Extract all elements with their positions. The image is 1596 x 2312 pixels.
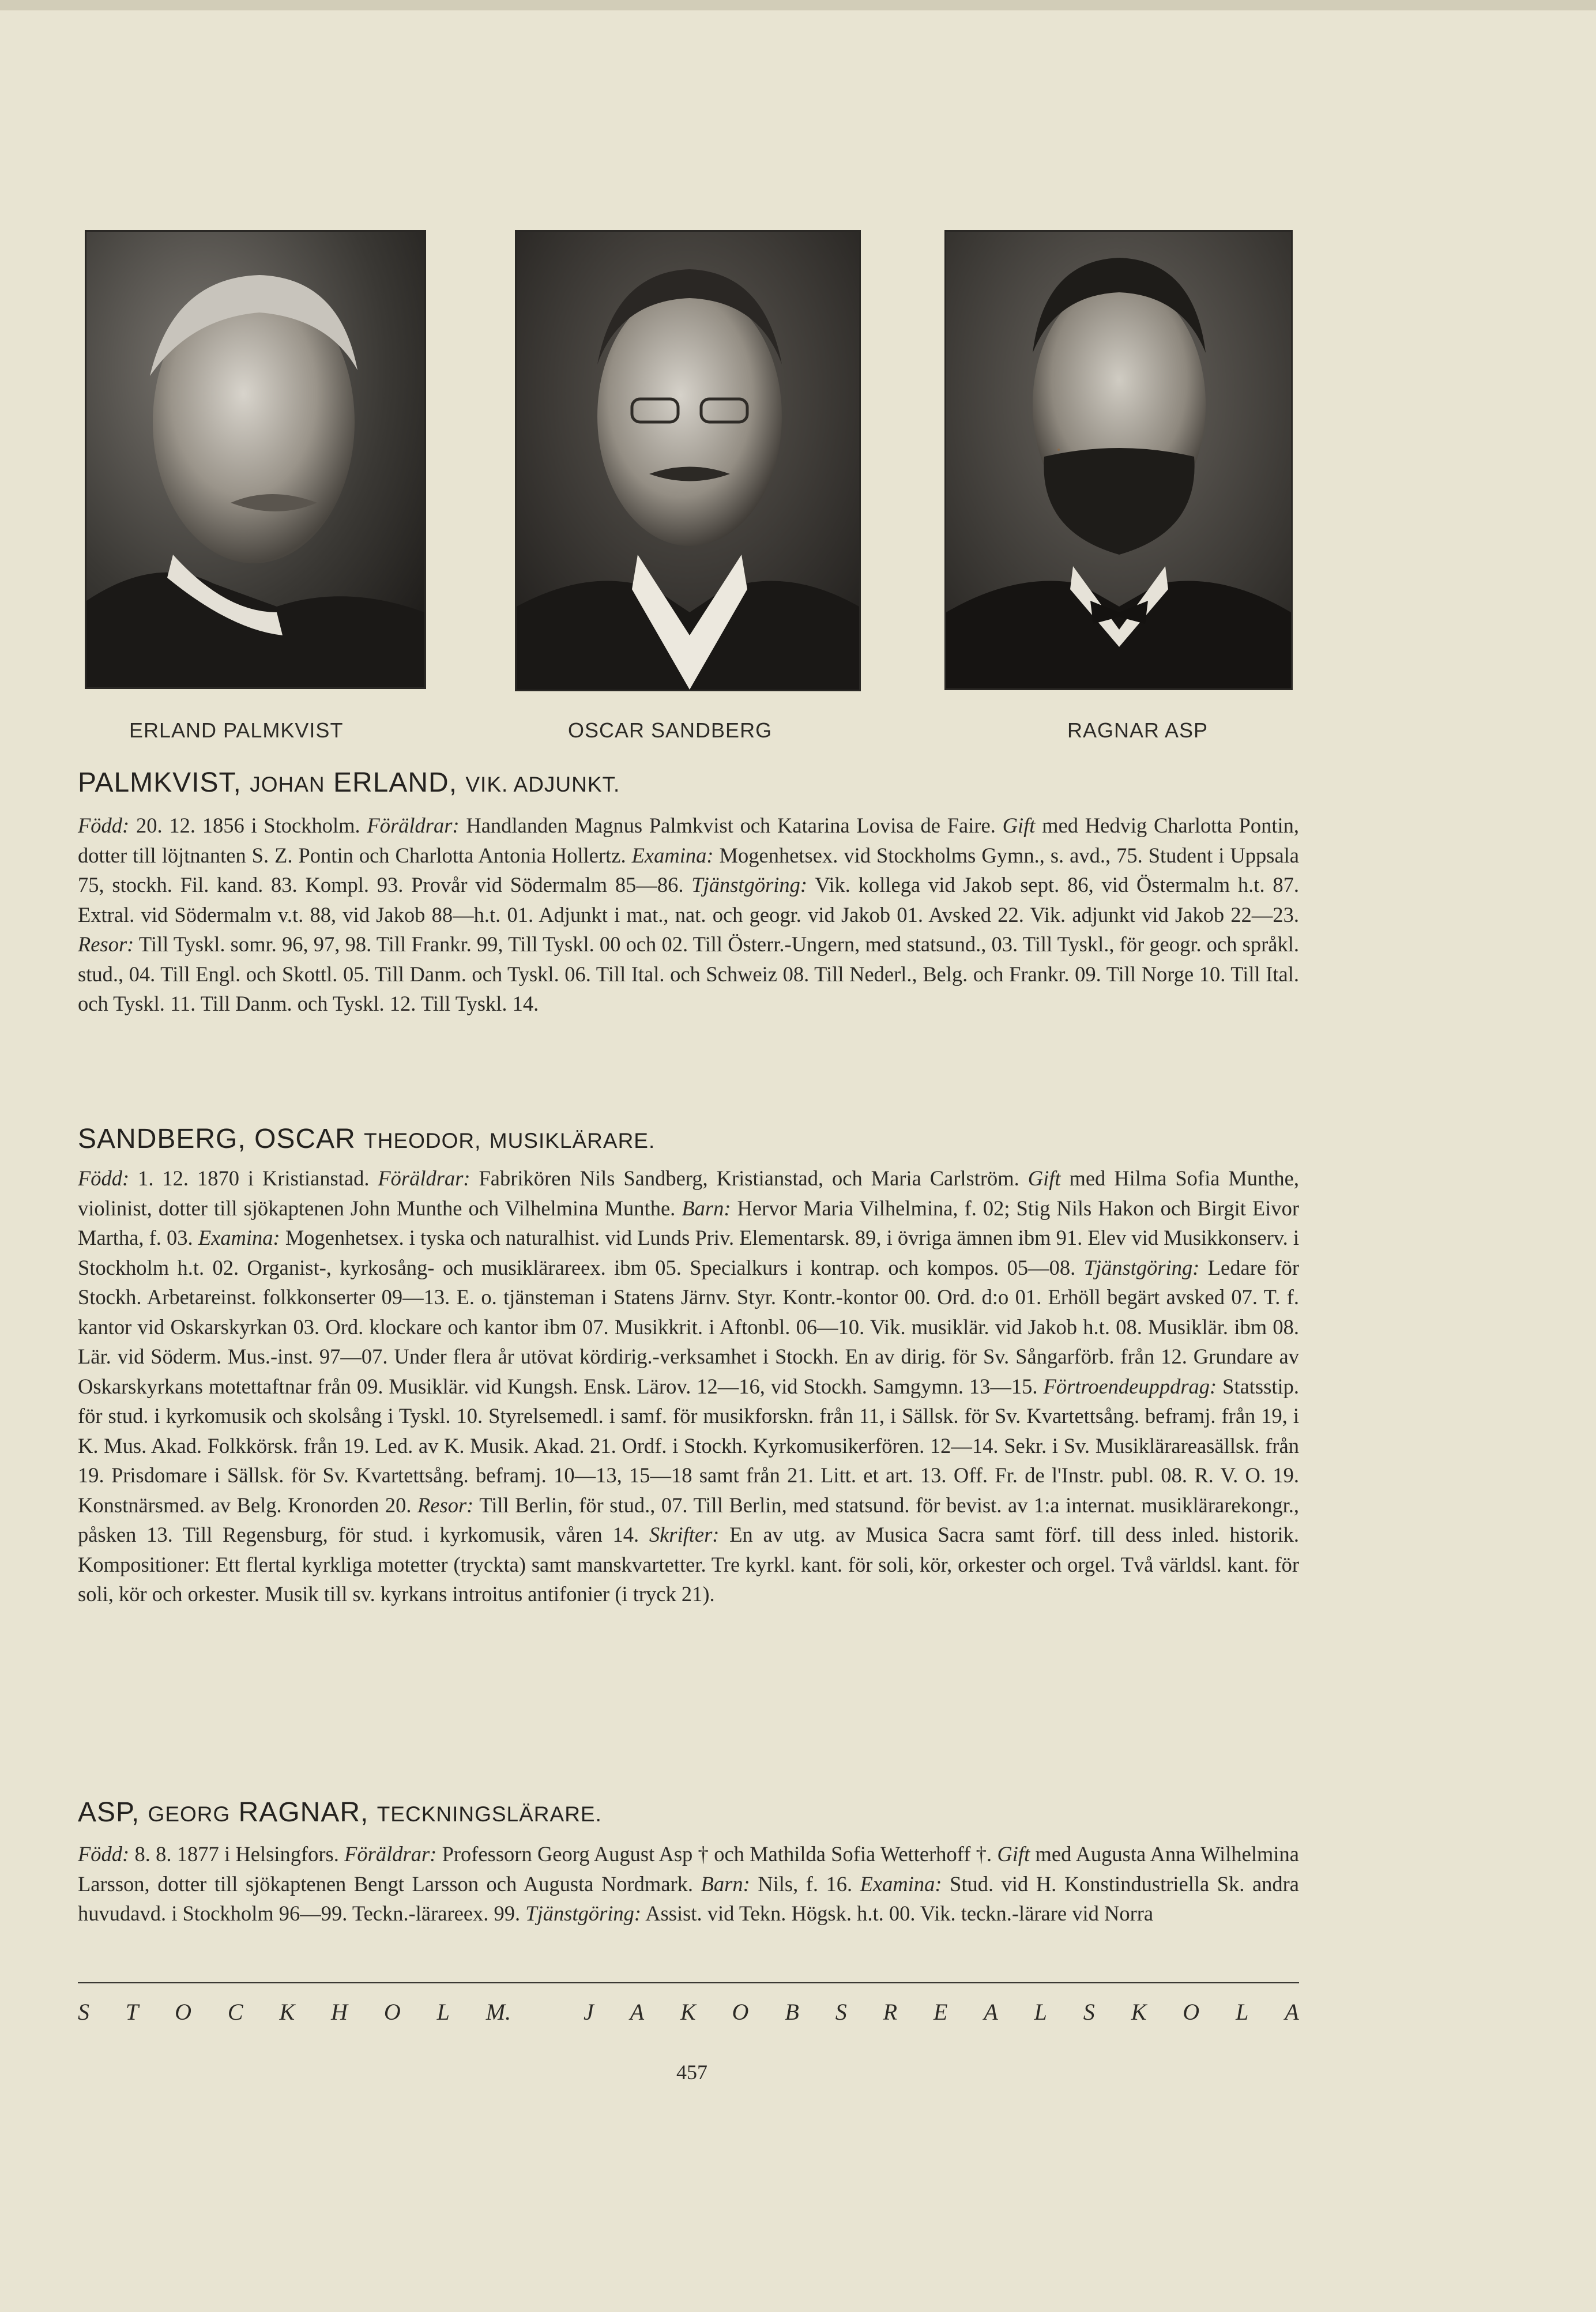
- entry-given-name: ERLAND,: [333, 767, 458, 798]
- footer-letter: S: [835, 1999, 847, 2025]
- footer-letter: L: [1034, 1999, 1047, 2025]
- footer-letter: K: [1131, 1999, 1147, 2025]
- portrait-caption: ERLAND PALMKVIST: [129, 718, 344, 742]
- running-footer: [78, 1998, 1299, 2025]
- footer-letter: K: [680, 1999, 696, 2025]
- entry-biography: Född: 1. 12. 1870 i Kristianstad. Föräldrar: Fabrikören Nils Sandberg, Kristianstad, och Maria Carlström. Gift med Hilma Sofia Munthe, violinist, dotter till sjökaptenen John Munthe och Vilhelmina Munthe. Barn: Hervor Maria Vilhelmina, f. 02; Stig Nils Hakon och Birgit Eivor Martha, f. 03. Examina: Mogenhetsex. i tyska och naturalhist. vid Lunds Priv. Elementarsk. 89, i övriga ämnen ibm 91. Elev vid Musikkonserv. i Stockholm h.t. 02. Organist-, kyrkosång- och musiklärareex. ibm 05. Specialkurs i kontrap. och kompos. 05—08. Tjänstgöring: Ledare för Stockh. Arbetareinst. folkkonserter 09—13. E. o. tjänsteman i Statens Järnv. Styr. Kontr.-kontor 00. Ord. d:o 01. Erhöll begärt avsked 07. T. f. kantor vid Oskarskyrkan 03. Ord. klockare och kantor ibm 07. Musikkrit. i Aftonbl. 06—10. Vik. musiklär. vid Jakob h.t. 08. Musiklär. ibm 08. Lär. vid Söderm. Mus.-inst. 97—07. Under flera år utövat kördirig.-verksamhet i Stockh. En av dirig. för Sv. Sångarförb. från 12. Grundare av Oskarskyrkans motettaftnar från 09. Musiklär. vid Kungsh. Ensk. Lärov. 12—16, vid Stockh. Samgymn. 13—15. Förtroendeuppdrag: Statsstip. för stud. i kyrkomusik och skolsång i Tyskl. 10. Styrelsemedl. i samf. för musikforskn. från 11, i Sällsk. för Sv. Kvartettsång. beframj. från 19, i K. Mus. Akad. Folkkörsk. från 19. Led. av K. Musik. Akad. 21. Ordf. i Stockh. Kyrkomusikerfören. 12—14. Sekr. i Sv. Musiklärareasällsk. från 19. Prisdomare i Sällsk. för Sv. Kvartettsång. beframj. 10—13, 15—18 samt från 21. Litt. et art. 13. Off. Fr. de l'Instr. publ. 08. R. V. O. 19. Konstnärsmed. av Belg. Kronorden 20. Resor: Till Berlin, för stud., 07. Till Berlin, med statsund. för bevist. av 1:a internat. musiklärarekongr., påsken 13. Till Regensburg, för stud. i kyrkomusik, våren 14. Skrifter: En av utg. av Musica Sacra samt förf. till dess inled. historik. Kompositioner: Ett flertal kyrkliga motetter (tryckta) samt manskvartetter. Tre kyrkl. kant. för soli, kör, orkester och orgel. Två världsl. kant. för soli, kör och orkester. Musik till sv. kyrkans introitus antifonier (i tryck 21).: [78, 1166, 1299, 1606]
- footer-letter: A: [630, 1999, 645, 2025]
- portrait-oscar-sandberg: [515, 230, 861, 691]
- entry-given-name: GEORG: [148, 1802, 231, 1826]
- portrait-caption: RAGNAR ASP: [1067, 718, 1209, 742]
- footer-letter: M.: [485, 1999, 511, 2025]
- entry-given-name: OSCAR: [254, 1124, 356, 1154]
- entry-given-name: RAGNAR,: [238, 1797, 369, 1828]
- footer-letter: T: [125, 1999, 139, 2025]
- footer-letter: O: [732, 1999, 749, 2025]
- entry-title: MUSIKLÄRARE.: [489, 1129, 656, 1153]
- footer-letter: S: [78, 1999, 89, 2025]
- footer-letter: A: [1285, 1999, 1299, 2025]
- entry-heading: [78, 1123, 655, 1155]
- entry-given-name: THEODOR,: [364, 1129, 481, 1153]
- entry-biography: Född: 20. 12. 1856 i Stockholm. Föräldrar: Handlanden Magnus Palmkvist och Katarina Lovisa de Faire. Gift med Hedvig Charlotta Pontin, dotter till löjtnanten S. Z. Pontin och Charlotta Antonia Hollertz. Examina: Mogenhetsex. vid Stockholms Gymn., s. avd., 75. Student i Uppsala 75, stockh. Fil. kand. 83. Kompl. 93. Provår vid Södermalm 85—86. Tjänstgöring: Vik. kollega vid Jakob sept. 86, vid Östermalm h.t. 87. Extral. vid Södermalm v.t. 88, vid Jakob 88—h.t. 01. Adjunkt i mat., nat. och geogr. vid Jakob 01. Avsked 22. Vik. adjunkt vid Jakob 22—23. Resor: Till Tyskl. somr. 96, 97, 98. Till Frankr. 99, Till Tyskl. 00 och 02. Till Österr.-Ungern, med statsund., 03. Till Tyskl., för geogr. och språkl. stud., 04. Till Engl. och Skottl. 05. Till Danm. och Tyskl. 06. Till Ital. och Schweiz 08. Till Nederl., Belg. och Frankr. 09. Till Norge 10. Till Ital. och Tyskl. 11. Till Danm. och Tyskl. 12. Till Tyskl. 14.: [78, 814, 1299, 1015]
- entry-surname: ASP,: [78, 1797, 140, 1828]
- page: [0, 10, 1596, 2312]
- entry-surname: SANDBERG,: [78, 1124, 246, 1154]
- portrait-caption: OSCAR SANDBERG: [568, 718, 773, 742]
- entry-biography: Född: 8. 8. 1877 i Helsingfors. Föräldrar: Professorn Georg August Asp † och Mathilda Sofia Wetterhoff †. Gift med Augusta Anna Wilhelmina Larsson, dotter till sjökaptenen Bengt Larsson och Augusta Nordmark. Barn: Nils, f. 16. Examina: Stud. vid H. Konstindustriella Sk. andra huvudavd. i Stockholm 96—99. Teckn.-lärareex. 99. Tjänstgöring: Assist. vid Tekn. Högsk. h.t. 00. Vik. teckn.-lärare vid Norra: [78, 1842, 1300, 1925]
- footer-letter: O: [383, 1999, 401, 2025]
- footer-letter: J: [583, 1999, 594, 2025]
- portrait-ragnar-asp: [944, 230, 1293, 690]
- footer-letter: S: [1083, 1999, 1095, 2025]
- footer-letter: B: [785, 1999, 799, 2025]
- footer-letter: R: [883, 1999, 898, 2025]
- portrait-erland-palmkvist: [85, 230, 426, 689]
- footer-rule: [78, 1982, 1299, 1983]
- footer-letter: H: [331, 1999, 348, 2025]
- footer-letter: L: [436, 1999, 450, 2025]
- footer-letter: L: [1236, 1999, 1249, 2025]
- print-speck: [1057, 449, 1060, 451]
- footer-letter: O: [175, 1999, 191, 2025]
- entry-title: TECKNINGSLÄRARE.: [377, 1802, 602, 1826]
- entry-given-name: JOHAN: [250, 773, 325, 796]
- footer-letter: C: [227, 1999, 243, 2025]
- footer-letter: A: [984, 1999, 998, 2025]
- footer-letter: K: [279, 1999, 295, 2025]
- footer-letter: O: [1183, 1999, 1200, 2025]
- entry-heading: [78, 1797, 602, 1828]
- entry-heading: [78, 767, 620, 799]
- entry-title: VIK. ADJUNKT.: [465, 773, 620, 796]
- entry-surname: PALMKVIST,: [78, 767, 242, 798]
- page-number: 457: [676, 2061, 707, 2084]
- footer-letter: E: [933, 1999, 948, 2025]
